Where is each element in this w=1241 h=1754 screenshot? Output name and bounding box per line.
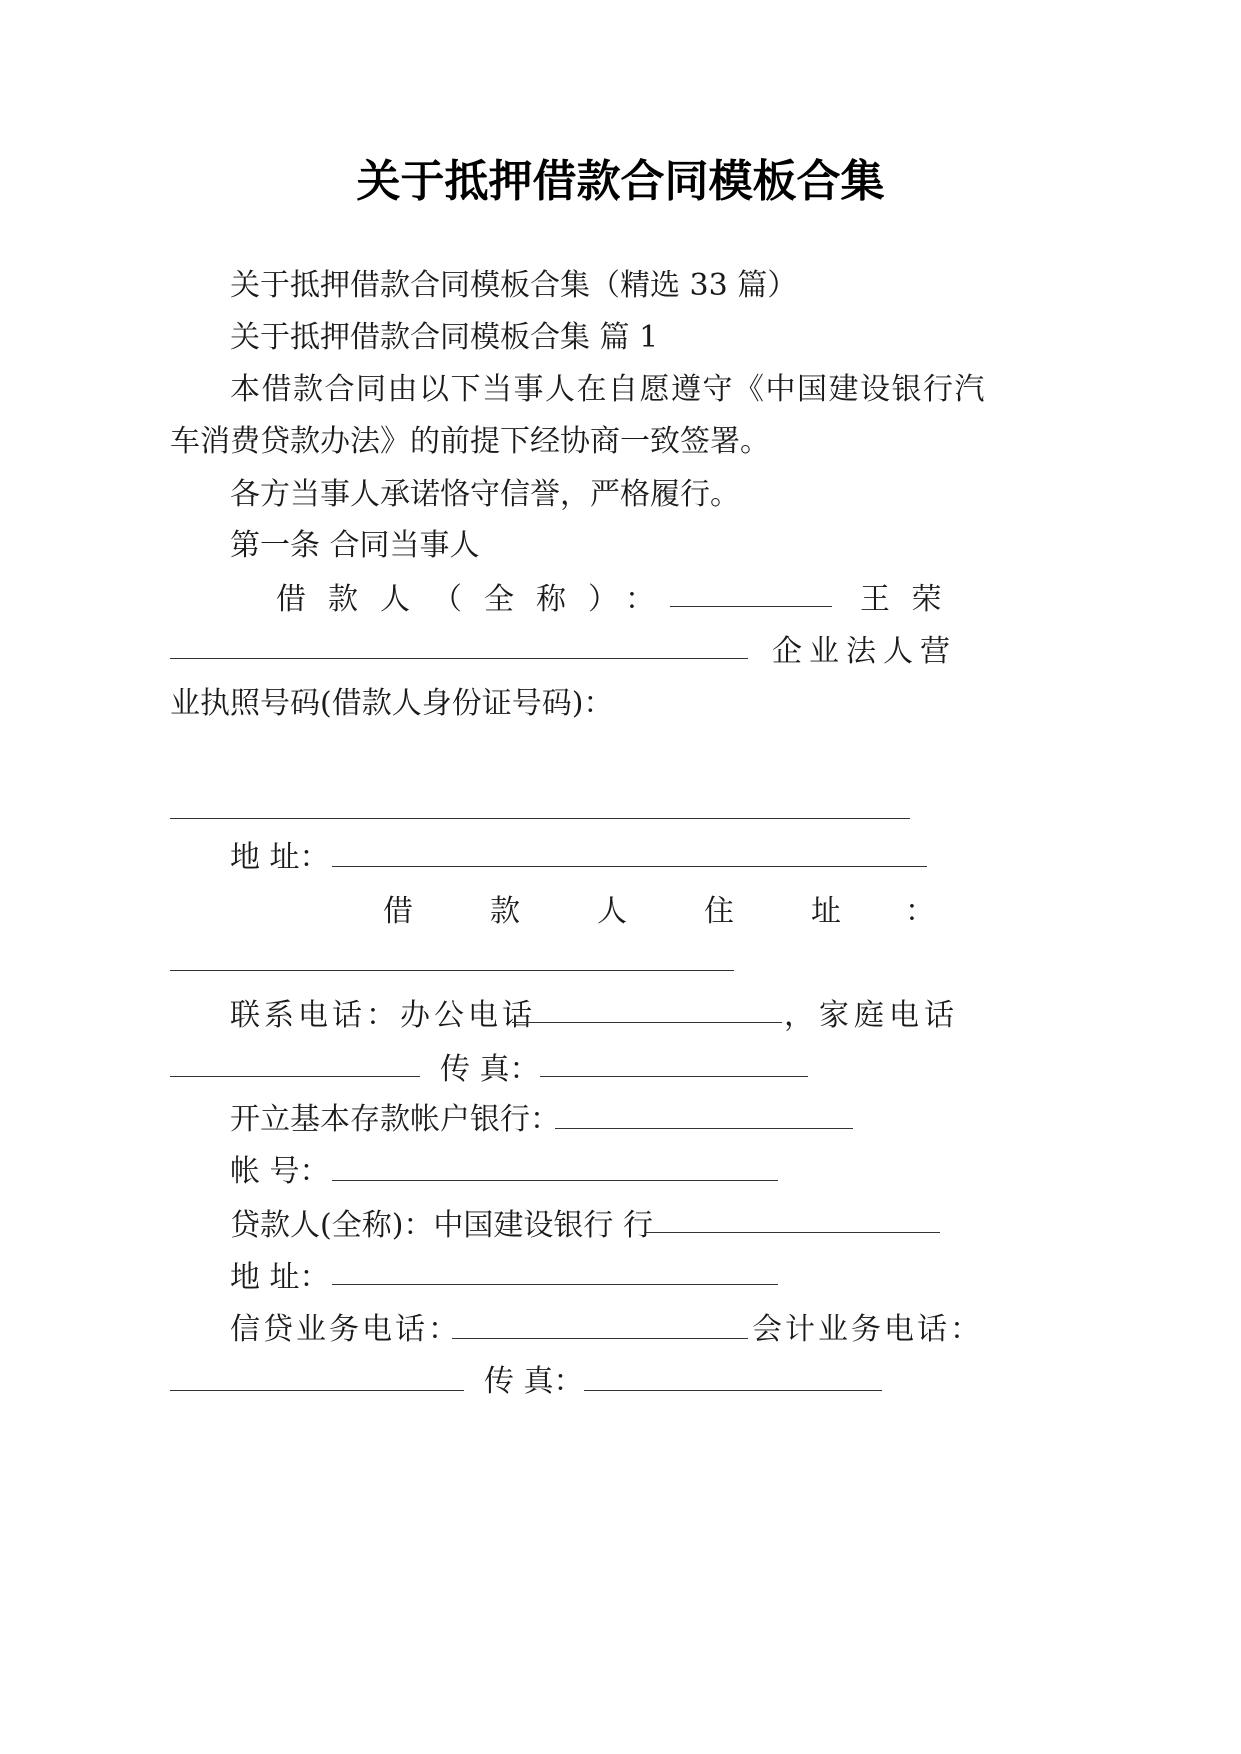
bank-account-label: 开立基本存款帐户银行： bbox=[230, 1102, 560, 1137]
borrower-address-label: 地 址： bbox=[230, 840, 330, 875]
borrower-name-label: 借款人（全称）： bbox=[276, 582, 677, 617]
chapter-heading: 关于抵押借款合同模板合集 篇 1 bbox=[230, 320, 659, 355]
lender-label: 贷款人(全称)：中国建设银行 行 bbox=[230, 1208, 653, 1243]
residence-char-4: 住 bbox=[704, 894, 734, 929]
bank-account-blank bbox=[555, 1128, 853, 1129]
phone-home-blank bbox=[170, 1076, 420, 1077]
account-number-label: 帐 号： bbox=[230, 1154, 330, 1189]
lender-address-label: 地 址： bbox=[230, 1260, 330, 1295]
lender-fax-blank bbox=[584, 1390, 882, 1391]
credit-phone-blank bbox=[452, 1338, 748, 1339]
phone-office-blank bbox=[512, 1022, 782, 1023]
lender-blank bbox=[644, 1232, 940, 1233]
license-number-blank bbox=[170, 818, 910, 819]
residence-blank bbox=[170, 970, 734, 971]
borrower-name-value: 王 荣 bbox=[860, 582, 948, 617]
phone-office-label: 联系电话：办公电话 bbox=[230, 998, 536, 1033]
phone-home-label: ，家庭电话 bbox=[784, 998, 959, 1033]
residence-char-3: 人 bbox=[597, 894, 627, 929]
accounting-phone-label: 会计业务电话： bbox=[752, 1312, 983, 1347]
license-label-end: 业执照号码(借款人身份证号码)： bbox=[170, 686, 614, 721]
license-label-start: 企业法人营 bbox=[772, 634, 957, 669]
page-title: 关于抵押借款合同模板合集 bbox=[356, 156, 885, 207]
residence-char-1: 借 bbox=[383, 894, 413, 929]
residence-char-6: ： bbox=[905, 894, 935, 929]
commitment-text: 各方当事人承诺恪守信誉，严格履行。 bbox=[230, 477, 740, 512]
account-number-blank bbox=[332, 1180, 778, 1181]
residence-char-2: 款 bbox=[490, 894, 520, 929]
borrower-address-blank bbox=[332, 866, 927, 867]
accounting-phone-blank bbox=[170, 1390, 464, 1391]
fax-label: 传 真： bbox=[440, 1052, 540, 1087]
intro-line-1: 本借款合同由以下当事人在自愿遵守《中国建设银行汽 bbox=[230, 372, 986, 407]
intro-line-2: 车消费贷款办法》的前提下经协商一致签署。 bbox=[170, 424, 770, 459]
article-heading: 第一条 合同当事人 bbox=[230, 528, 480, 563]
residence-char-5: 址 bbox=[811, 894, 841, 929]
borrower-name-blank bbox=[670, 606, 832, 607]
fax-blank bbox=[540, 1076, 808, 1077]
lender-fax-label: 传 真： bbox=[484, 1364, 584, 1399]
borrower-name-blank-2 bbox=[170, 658, 748, 659]
credit-phone-label: 信贷业务电话： bbox=[230, 1312, 461, 1347]
lender-address-blank bbox=[332, 1284, 778, 1285]
subtitle: 关于抵押借款合同模板合集（精选 33 篇） bbox=[230, 268, 798, 303]
